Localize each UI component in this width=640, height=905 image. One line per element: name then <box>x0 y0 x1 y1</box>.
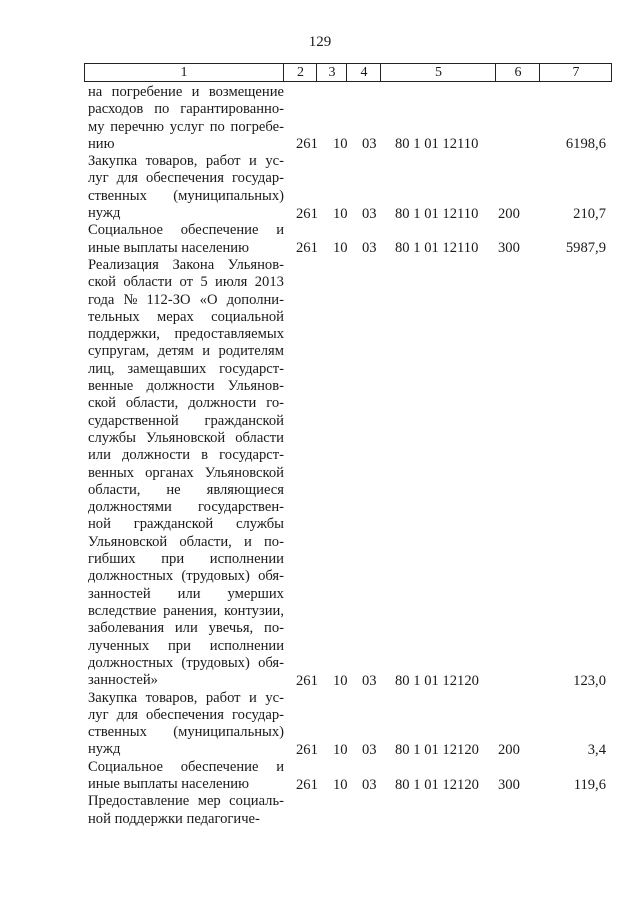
cell-c4: 03 <box>362 205 377 222</box>
cell-c2: 261 <box>296 240 318 257</box>
description-line: Предоставление мер социаль- <box>88 793 284 810</box>
cell-c7: 5987,9 <box>565 240 606 257</box>
description-line: Ульяновской области, и по- <box>88 533 284 550</box>
description-line: ственных (муниципальных) <box>88 724 284 741</box>
description-line: заболевания или увечья, по- <box>88 620 284 637</box>
cell-c6: 300 <box>498 240 520 257</box>
cell-c5: 80 1 01 12120 <box>395 672 479 689</box>
cell-c7: 123,0 <box>573 672 606 689</box>
cell-c2: 261 <box>296 776 318 793</box>
header-col-6: 6 <box>495 64 540 81</box>
cell-c4: 03 <box>362 136 377 153</box>
row-description <box>88 84 284 153</box>
description-line: лиц, замещавших государст- <box>88 360 284 377</box>
cell-c6: 200 <box>498 205 520 222</box>
description-line: расходов по гарантированно- <box>88 101 284 118</box>
description-line: луг для обеспечения государ- <box>88 706 284 723</box>
cell-c5: 80 1 01 12110 <box>395 136 479 153</box>
cell-c5: 80 1 01 12120 <box>395 741 479 758</box>
header-col-5: 5 <box>380 64 496 81</box>
cell-c2: 261 <box>296 136 318 153</box>
page-number: 129 <box>308 34 332 50</box>
description-line: года № 112-ЗО «О дополни- <box>88 291 284 308</box>
cell-c2: 261 <box>296 672 318 689</box>
description-line: Закупка товаров, работ и ус- <box>88 689 284 706</box>
cell-c3: 10 <box>333 741 348 758</box>
cell-c2: 261 <box>296 741 318 758</box>
cell-c6: 200 <box>498 741 520 758</box>
cell-c7: 119,6 <box>573 776 606 793</box>
row-description <box>88 222 284 257</box>
description-line: гибших при исполнении <box>88 551 284 568</box>
row-description <box>88 153 284 222</box>
description-line: поддержки, предоставляемых <box>88 326 284 343</box>
description-line: ной поддержки педагогиче- <box>88 810 260 827</box>
description-line: иные выплаты населению <box>88 239 249 256</box>
description-line: нужд <box>88 741 121 758</box>
description-line: области, не являющиеся <box>88 481 284 498</box>
description-line: на погребение и возмещение <box>88 84 284 100</box>
cell-c4: 03 <box>362 240 377 257</box>
description-line: супругам, детям и родителям <box>88 343 284 360</box>
cell-c7: 6198,6 <box>565 136 606 153</box>
cell-c3: 10 <box>333 776 348 793</box>
description-line: ной гражданской службы <box>88 516 284 533</box>
description-line: занностей или умерших <box>88 585 284 602</box>
cell-c3: 10 <box>333 672 348 689</box>
cell-c3: 10 <box>333 205 348 222</box>
header-col-7: 7 <box>539 64 612 81</box>
description-line: должностных (трудовых) обя- <box>88 568 284 585</box>
row-description <box>88 793 284 828</box>
header-col-3: 3 <box>316 64 347 81</box>
header-col-4: 4 <box>346 64 381 81</box>
description-line: венных органах Ульяновской <box>88 464 284 481</box>
description-line: венные должности Ульянов- <box>88 378 284 395</box>
cell-c6: 300 <box>498 776 520 793</box>
description-line: вследствие ранения, контузии, <box>88 602 284 619</box>
description-line: нужд <box>88 205 121 222</box>
cell-c3: 10 <box>333 136 348 153</box>
description-line: должностных (трудовых) обя- <box>88 654 284 671</box>
cell-c4: 03 <box>362 776 377 793</box>
description-line: или должности в государст- <box>88 447 284 464</box>
description-line: Закупка товаров, работ и ус- <box>88 153 284 170</box>
description-line: нию <box>88 135 115 152</box>
table-header <box>84 63 612 82</box>
description-line: ственных (муниципальных) <box>88 187 284 204</box>
description-line: должностями государствен- <box>88 499 284 516</box>
header-col-1: 1 <box>180 65 188 80</box>
description-line: луг для обеспечения государ- <box>88 170 284 187</box>
description-line: службы Ульяновской области <box>88 429 284 446</box>
cell-c3: 10 <box>333 240 348 257</box>
description-line: сударственной гражданской <box>88 412 284 429</box>
description-line: Социальное обеспечение и <box>88 222 284 239</box>
cell-c4: 03 <box>362 672 377 689</box>
cell-c5: 80 1 01 12110 <box>395 240 479 257</box>
description-line: тельных мерах социальной <box>88 308 284 325</box>
cell-c5: 80 1 01 12110 <box>395 205 479 222</box>
cell-c4: 03 <box>362 741 377 758</box>
row-description <box>88 759 284 794</box>
description-line: ской области, должности го- <box>88 395 284 412</box>
description-line: ской области от 5 июля 2013 <box>88 274 284 291</box>
cell-c2: 261 <box>296 205 318 222</box>
description-line: Социальное обеспечение и <box>88 758 284 775</box>
description-line: Реализация Закона Ульянов- <box>88 257 284 273</box>
description-line: му перечню услуг по погребе- <box>88 118 284 135</box>
row-description <box>88 690 284 759</box>
description-line: занностей» <box>88 672 158 689</box>
cell-c5: 80 1 01 12120 <box>395 776 479 793</box>
description-line: иные выплаты населению <box>88 775 249 792</box>
description-line: лученных при исполнении <box>88 637 284 654</box>
row-description <box>88 257 284 689</box>
cell-c7: 210,7 <box>573 205 606 222</box>
header-col-2: 2 <box>283 64 317 81</box>
cell-c7: 3,4 <box>587 741 606 758</box>
